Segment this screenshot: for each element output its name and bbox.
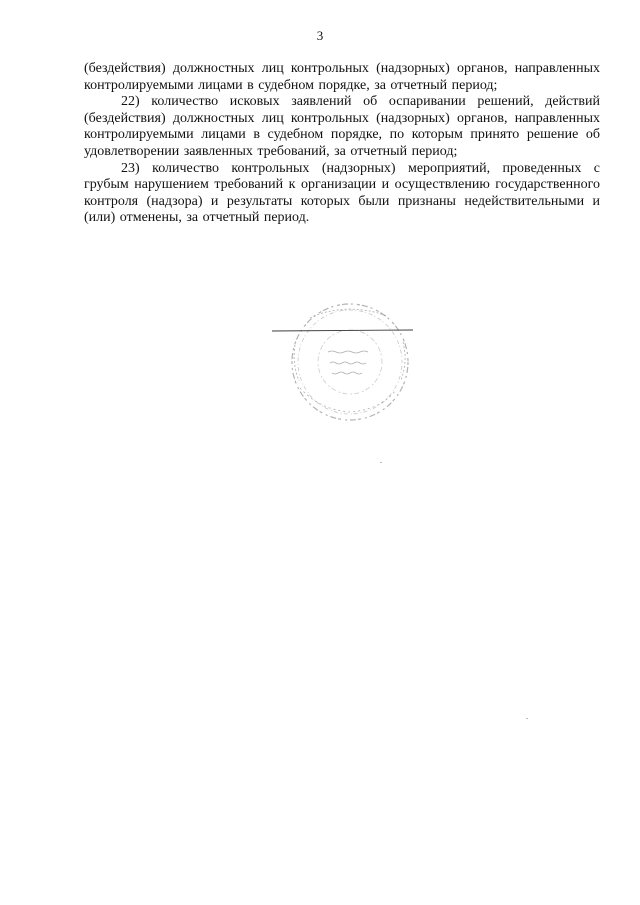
scan-speck	[380, 462, 382, 463]
document-body	[84, 61, 600, 227]
faded-round-seal-icon	[270, 300, 415, 425]
page-number: 3	[316, 28, 324, 43]
paragraph-item-22: 22) количество исковых заявлений об оспаривании решений, действий (бездействия) должностных лиц контрольных (надзорных) органов, направленных контролируемыми лицами в судебном порядке, по которым принято решение об удовлетворении заявленных требований, за отчетный период;	[84, 94, 600, 159]
paragraph-continuation: (бездействия) должностных лиц контрольных (надзорных) органов, направленных контролируемыми лицами в судебном порядке, за отчетный период;	[84, 61, 600, 93]
scan-speck	[526, 718, 528, 719]
paragraph-item-23: 23) количество контрольных (надзорных) мероприятий, проведенных с грубым нарушением требований к организации и осуществлению государственного контроля (надзора) и результаты которых были признаны недействительными и (или) отменены, за отчетный период.	[84, 160, 600, 226]
